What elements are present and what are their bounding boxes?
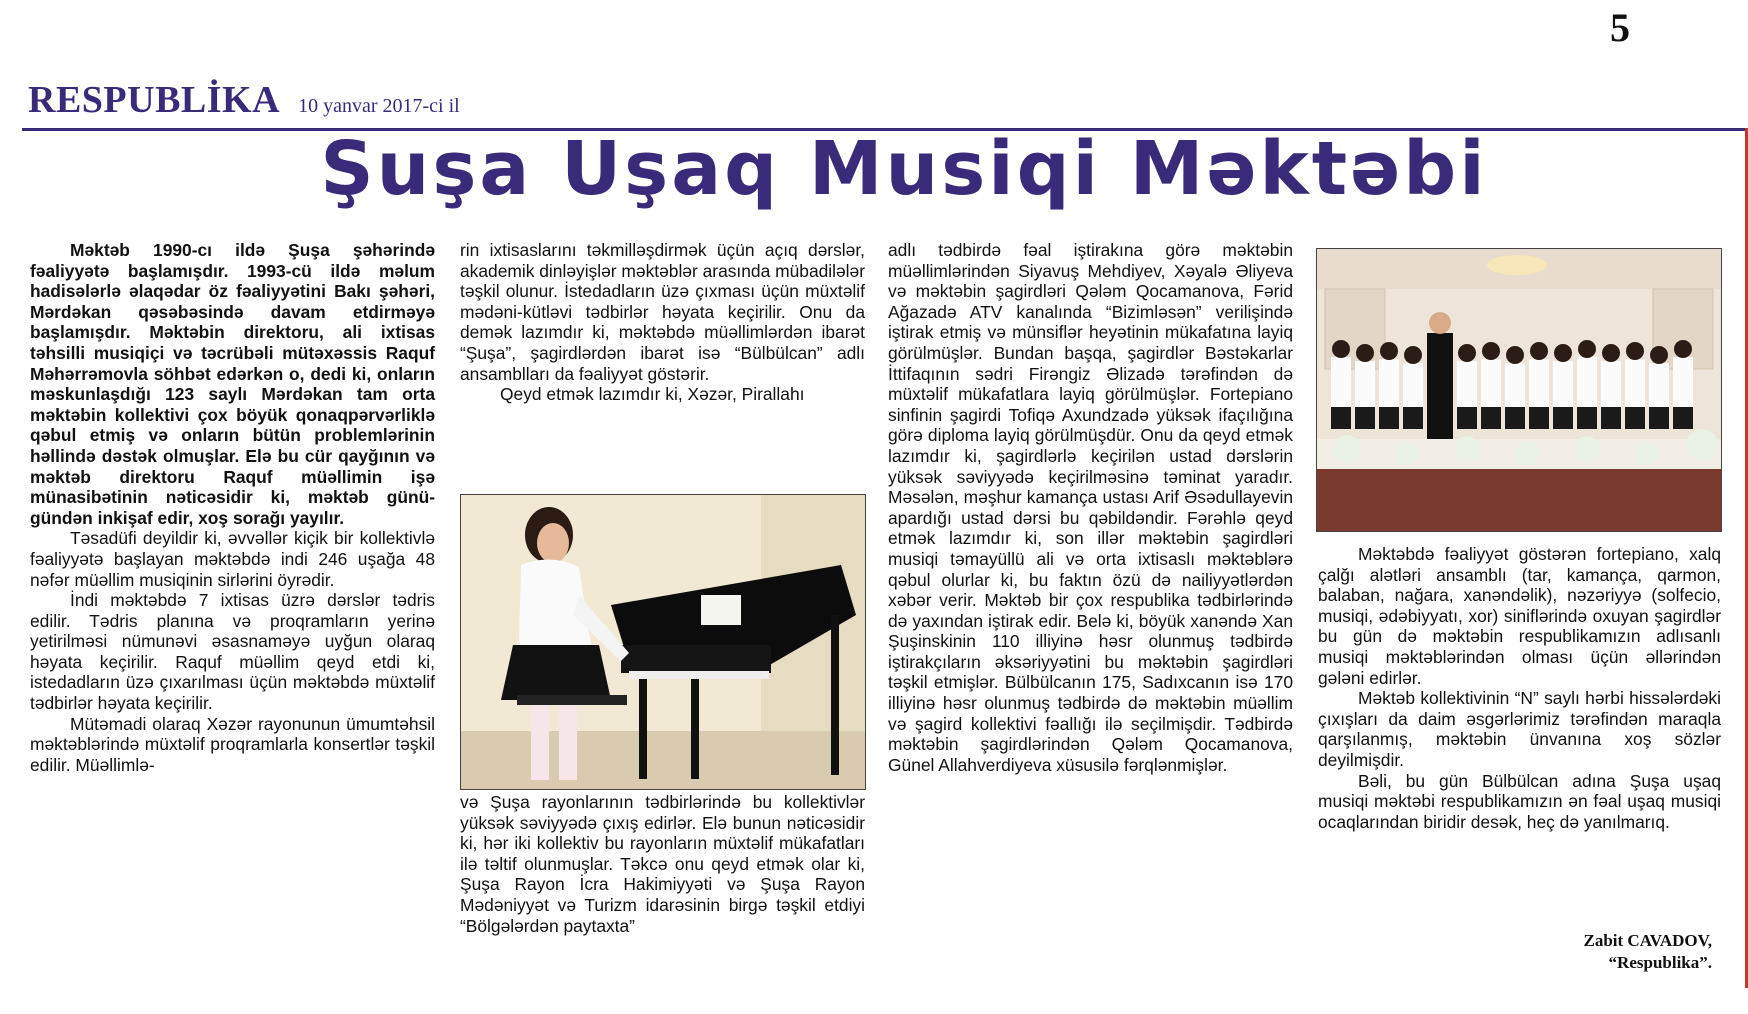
article-column-2-lower: [460, 792, 865, 936]
author-source: “Respublika”.: [1608, 953, 1712, 972]
piano-illustration: [461, 495, 865, 789]
article-column-1: [30, 240, 435, 775]
article-paragraph: Məktəbdə fəaliyyət göstərən fortepiano, xalq çalğı alətləri ansamblı (tar, kamança, qarmon, balaban, nağara, xanəndəlik), nəzəriyyə (solfecio, musiqi, ədəbiyyatı, xor) siniflərində oxuyan şagirdlər bu gün də məktəbin respublikamızın adlısanlı musiqi məktəblərindən olması üçün əllərindən gələni edirlər.: [1318, 544, 1721, 688]
article-paragraph: Qeyd etmək lazımdır ki, Xəzər, Pirallahı: [500, 384, 805, 405]
masthead: [28, 78, 460, 122]
choir-illustration: [1317, 249, 1721, 531]
article-lead-paragraph: Məktəb 1990-cı ildə Şuşa şəhərində fəaliyyətə başlamışdır. 1993-cü ildə məlum hadisələrlə əlaqədar öz fəaliyyətini Bakı şəhəri, Mərdəkan qəsəbəsində davam etdirməyə başlamışdır. Məktəbin direktoru, ali ixtisas təhsilli musiqiçi və təcrübəli mütəxəssis Raquf Məhərrəmovla söhbət edərkən o, dedi ki, onların məskunlaşdığı 123 saylı Mərdəkan tam orta məktəbin kollektivi çox böyük qonaqpərvərliklə qəbul etmiş və onların bütün problemlərinin həllində dəstək olmuşlar. Elə bu cür qayğının və məktəb direktoru Raquf müəllimin işə münasibətinin nəticəsidir ki, məktəb günü-gündən inkişaf edir, xoş sorağı yayılır.: [30, 240, 435, 528]
article-paragraph: Məktəb kollektivinin “N” saylı hərbi hissələrdəki çıxışları da daim əsgərlərimiz tərəfindən maraqla qarşılanmış, məktəbin ünvanına xoş sözlər deyilmişdir.: [1318, 688, 1721, 770]
paper-name: RESPUBLİKA: [28, 79, 281, 121]
article-headline: Şuşa Uşaq Musiqi Məktəbi: [320, 126, 1488, 212]
article-paragraph: adlı tədbirdə fəal iştirakına görə məktəbin müəllimlərindən Siyavuş Mehdiyev, Xəyalə Əliyeva və məktəbin şagirdləri Qələm Qocamanova, Fərid Ağazadə ATV kanalında “Bizimləsən” verilişində iştirak etmiş və münsiflər heyətinin mükafatına layiq görülmüşlər. Bundan başqa, şagirdlər Bəstəkarlar İttifaqının sədri Firəngiz Əlizadə tərəfindən də müxtəlif mükafatlara layiq görülmüşlər. Fortepiano sinfinin şagirdi Tofiqə Axundzadə yüksək ifaçılığına görə diploma layiq görülmüşdür. Onu da qeyd etmək lazımdır ki, şagirdlərlə keçirilən ustad dərslərin yüksək səviyyədə keçirilməsinə təminat yaradır. Məsələn, məşhur kamança ustası Arif Əsədullayevin apardığı ustad dərsi bu qəbildəndir. Fərəhlə qeyd etmək lazımdır ki, son illər məktəbin şagirdləri musiqi təmayüllü ali və orta ixtisaslı məktəblərə qəbul olurlar ki, bu faktın özü də nailiyyətlərdən xəbər verir. Məktəb bir çox respublika tədbirlərində də yaxından iştirak edir. Belə ki, böyük xanəndə Xan Şuşinskinin 110 illiyinə həsr olunmuş tədbirdə iştirakçıların əksəriyyətini bu məktəbin şagirdləri təşkil etmişlər. Bülbülcanın 175, Sadıxcanın isə 170 illiyinə həsr olunmuş tədbirdə də məktəbin müəllim və şagird kollektivi fəallığı ilə seçilmişdir. Tədbirdə məktəbin şagirdlərindən Qələm Qocamanova, Günel Allahverdiyeva xüsusilə fərqlənmişlər.: [888, 240, 1293, 775]
article-paragraph: Bəli, bu gün Bülbülcan adına Şuşa uşaq musiqi məktəbi respublikamızın ən fəal uşaq musiqi ocaqlarından biridir desək, heç də yanılmarıq.: [1318, 770, 1721, 832]
article-column-3: [888, 240, 1293, 775]
article-paragraph: rin ixtisaslarını təkmilləşdirmək üçün açıq dərslər, akademik dinləyişlər məktəblər arasında mübadilələr təşkil olunur. İstedadların üzə çıxması üçün müxtəlif mədəni-kütləvi tədbirlər həyata keçirilir. Onu da demək lazımdır ki, məktəbdə müəllimlərdən ibarət “Şuşa”, şagirdlərdən ibarət isə “Bülbülcan” adlı ansamblları da fəaliyyət göstərir.: [460, 240, 866, 384]
article-paragraph: İndi məktəbdə 7 ixtisas üzrə dərslər tədris edilir. Tədris planına və proqramların yerinə yetirilməsi nümunəvi əsasnaməyə uyğun olaraq həyata keçirilir. Raquf müəllim qeyd etdi ki, istedadların üzə çıxarılması üçün məktəbdə müxtəlif tədbirlər həyata keçirilir.: [30, 590, 435, 714]
article-paragraph: Təsadüfi deyildir ki, əvvəllər kiçik bir kollektivlə fəaliyyətə başlayan məktəbdə indi 246 uşağa 48 nəfər müəllim musiqinin sirlərini öyrədir.: [30, 528, 435, 590]
page-number: 5: [1610, 5, 1630, 50]
author-signature: [1584, 930, 1713, 974]
photo-girl-at-piano: [460, 494, 866, 790]
article-paragraph: Mütəmadi olaraq Xəzər rayonunun ümumtəhsil məktəblərində müxtəlif proqramlarla konsertlər təşkil edilir. Müəllimlə-: [30, 713, 435, 775]
issue-date: 10 yanvar 2017-ci il: [298, 95, 460, 117]
article-column-4: [1318, 544, 1721, 832]
author-name: Zabit CAVADOV,: [1583, 931, 1712, 950]
photo-children-choir: [1316, 248, 1722, 532]
article-paragraph: və Şuşa rayonlarının tədbirlərində bu kollektivlər yüksək səviyyədə çıxış edirlər. Elə bunun nəticəsidir ki, hər iki kollektiv bu rayonların müxtəlif mükafatları ilə təltif olunmuşlar. Təkcə onu qeyd etmək olar ki, Şuşa Rayon İcra Hakimiyyəti və Şuşa Rayon Mədəniyyət və Turizm idarəsinin birgə təşkil etdiyi “Bölgələrdən paytaxta”: [460, 792, 865, 936]
